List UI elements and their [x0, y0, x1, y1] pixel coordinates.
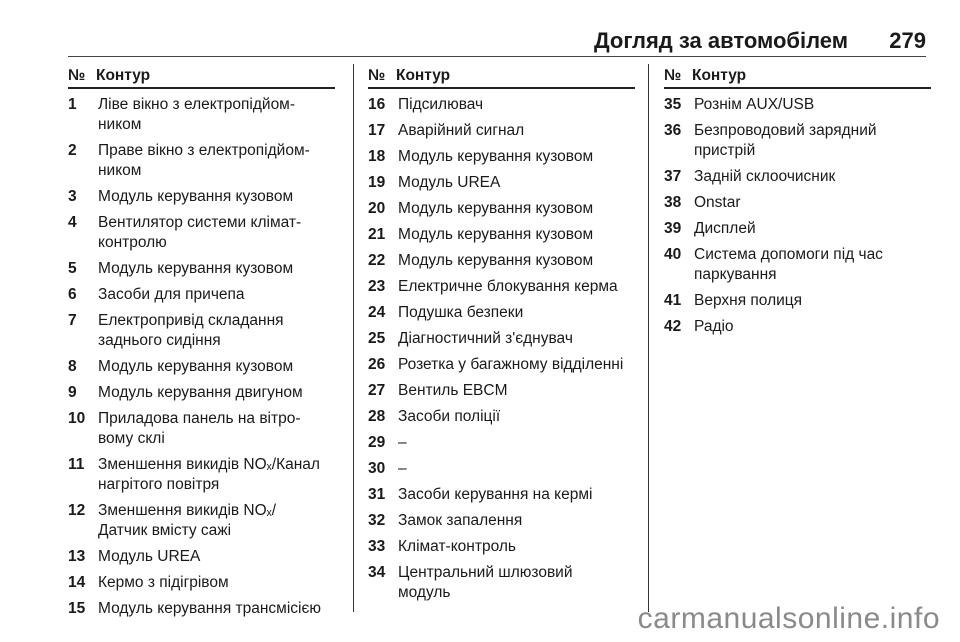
- fuse-row: [664, 291, 931, 311]
- fuse-number: 40: [664, 246, 682, 263]
- fuse-number: 32: [368, 512, 386, 529]
- fuse-number: 29: [368, 434, 386, 451]
- fuse-number: 41: [664, 292, 682, 309]
- fuse-label: Замок запалення: [398, 512, 523, 529]
- fuse-label: Клімат-контроль: [398, 538, 516, 555]
- fuse-label: Модуль керування кузовом: [398, 252, 594, 269]
- fuse-row: [664, 219, 931, 239]
- fuse-row: [368, 511, 635, 531]
- fuse-row: [368, 277, 635, 297]
- fuse-list: [664, 95, 931, 337]
- fuse-row: [368, 147, 635, 167]
- page-header: [0, 0, 960, 60]
- fuse-label: Зменшення викидів NOₓ/ Датчик вмісту сажі: [98, 502, 277, 539]
- fuse-row: [664, 245, 931, 285]
- column-header: [664, 66, 931, 89]
- fuse-number: 28: [368, 408, 386, 425]
- fuse-number: 37: [664, 168, 682, 185]
- fuse-row: [664, 193, 931, 213]
- fuse-list: [68, 95, 335, 619]
- fuse-number: 6: [68, 286, 77, 303]
- fuse-label: Безпроводовий зарядний пристрій: [694, 122, 877, 159]
- fuse-row: [368, 355, 635, 375]
- watermark: carmanualsonline.info: [637, 602, 940, 635]
- fuse-label: –: [398, 434, 407, 451]
- fuse-row: [664, 95, 931, 115]
- fuse-row: [68, 573, 335, 593]
- fuse-row: [664, 121, 931, 161]
- fuse-number: 26: [368, 356, 386, 373]
- fuse-label: Електропривід складання заднього сидіння: [98, 312, 284, 349]
- fuse-number: 17: [368, 122, 386, 139]
- fuse-label: Модуль керування кузовом: [398, 200, 594, 217]
- fuse-number: 22: [368, 252, 386, 269]
- column-header-number: №: [68, 67, 86, 84]
- fuse-label: Радіо: [694, 318, 734, 335]
- fuse-number: 7: [68, 312, 77, 329]
- fuse-number: 39: [664, 220, 682, 237]
- fuse-label: Верхня полиця: [694, 292, 803, 309]
- fuse-label: Модуль UREA: [98, 548, 201, 565]
- fuse-row: [368, 459, 635, 479]
- column-divider: [353, 64, 354, 612]
- fuse-row: [68, 285, 335, 305]
- fuse-number: 35: [664, 96, 682, 113]
- fuse-number: 9: [68, 384, 77, 401]
- fuse-label: Вентилятор системи клімат- контролю: [98, 214, 302, 251]
- fuse-label: Задній склоочисник: [694, 168, 836, 185]
- fuse-number: 21: [368, 226, 386, 243]
- fuse-number: 13: [68, 548, 86, 565]
- fuse-label: Модуль UREA: [398, 174, 501, 191]
- fuse-number: 2: [68, 142, 77, 159]
- fuse-column-2: [368, 66, 635, 609]
- fuse-number: 38: [664, 194, 682, 211]
- fuse-number: 5: [68, 260, 77, 277]
- fuse-label: Аварійний сигнал: [398, 122, 525, 139]
- fuse-row: [68, 455, 335, 495]
- fuse-row: [368, 537, 635, 557]
- fuse-label: Засоби для причепа: [98, 286, 245, 303]
- fuse-number: 12: [68, 502, 86, 519]
- fuse-row: [68, 383, 335, 403]
- fuse-row: [664, 167, 931, 187]
- fuse-label: Модуль керування кузовом: [98, 358, 294, 375]
- fuse-row: [68, 547, 335, 567]
- fuse-row: [368, 303, 635, 323]
- fuse-row: [368, 563, 635, 603]
- fuse-row: [368, 199, 635, 219]
- fuse-number: 15: [68, 600, 86, 617]
- fuse-label: Розетка у багажному відділенні: [398, 356, 624, 373]
- fuse-row: [68, 95, 335, 135]
- fuse-number: 20: [368, 200, 386, 217]
- fuse-label: Вентиль EBCM: [398, 382, 508, 399]
- fuse-number: 18: [368, 148, 386, 165]
- fuse-label: Електричне блокування керма: [398, 278, 618, 295]
- fuse-row: [368, 225, 635, 245]
- fuse-row: [68, 259, 335, 279]
- fuse-row: [68, 599, 335, 619]
- fuse-row: [68, 501, 335, 541]
- fuse-label: Засоби поліції: [398, 408, 501, 425]
- fuse-row: [664, 317, 931, 337]
- fuse-label: Система допомоги під час паркування: [694, 246, 883, 283]
- fuse-row: [368, 121, 635, 141]
- fuse-label: Модуль керування кузовом: [398, 226, 594, 243]
- fuse-number: 8: [68, 358, 77, 375]
- fuse-number: 16: [368, 96, 386, 113]
- fuse-row: [68, 213, 335, 253]
- fuse-number: 31: [368, 486, 386, 503]
- fuse-number: 42: [664, 318, 682, 335]
- fuse-number: 36: [664, 122, 682, 139]
- fuse-label: Зменшення викидів NOₓ/Канал нагрітого повітря: [98, 456, 320, 493]
- fuse-number: 10: [68, 410, 86, 427]
- fuse-label: Приладова панель на вітро- вому склі: [98, 410, 301, 447]
- column-header-label: Контур: [692, 67, 747, 84]
- fuse-number: 14: [68, 574, 86, 591]
- fuse-label: Модуль керування двигуном: [98, 384, 303, 401]
- column-header: [368, 66, 635, 89]
- fuse-row: [368, 485, 635, 505]
- fuse-label: –: [398, 460, 407, 477]
- page-title: Догляд за автомобілем: [593, 28, 848, 53]
- fuse-number: 11: [68, 456, 85, 473]
- fuse-number: 33: [368, 538, 386, 555]
- fuse-number: 1: [68, 96, 77, 113]
- fuse-label: Модуль керування кузовом: [98, 188, 294, 205]
- fuse-number: 34: [368, 564, 386, 581]
- fuse-number: 23: [368, 278, 386, 295]
- fuse-row: [368, 381, 635, 401]
- column-divider: [648, 64, 649, 612]
- header-rule: [68, 56, 926, 57]
- fuse-list: [368, 95, 635, 603]
- fuse-label: Центральний шлюзовий модуль: [398, 564, 573, 601]
- fuse-number: 3: [68, 188, 77, 205]
- fuse-label: Підсилювач: [398, 96, 484, 113]
- fuse-label: Модуль керування кузовом: [398, 148, 594, 165]
- column-header-number: №: [664, 67, 682, 84]
- fuse-number: 27: [368, 382, 386, 399]
- fuse-row: [368, 251, 635, 271]
- column-header: [68, 66, 335, 89]
- fuse-row: [368, 173, 635, 193]
- fuse-label: Кермо з підігрівом: [98, 574, 229, 591]
- fuse-label: Подушка безпеки: [398, 304, 524, 321]
- fuse-number: 24: [368, 304, 386, 321]
- fuse-row: [368, 433, 635, 453]
- fuse-column-1: [68, 66, 335, 625]
- column-header-label: Контур: [96, 67, 151, 84]
- fuse-row: [68, 141, 335, 181]
- fuse-label: Рознім AUX/USB: [694, 96, 815, 113]
- fuse-number: 4: [68, 214, 77, 231]
- fuse-label: Дисплей: [694, 220, 756, 237]
- page-number: 279: [889, 28, 926, 53]
- fuse-label: Onstar: [694, 194, 741, 211]
- fuse-label: Модуль керування трансмісією: [98, 600, 321, 617]
- fuse-row: [68, 187, 335, 207]
- column-header-label: Контур: [396, 67, 451, 84]
- fuse-label: Ліве вікно з електропідйом- ником: [98, 96, 296, 133]
- fuse-row: [68, 409, 335, 449]
- fuse-label: Засоби керування на кермі: [398, 486, 593, 503]
- fuse-number: 25: [368, 330, 386, 347]
- fuse-label: Діагностичний з'єднувач: [398, 330, 573, 347]
- fuse-number: 30: [368, 460, 386, 477]
- fuse-label: Модуль керування кузовом: [98, 260, 294, 277]
- fuse-column-3: [664, 66, 931, 343]
- fuse-row: [368, 95, 635, 115]
- fuse-label: Праве вікно з електропідйом- ником: [98, 142, 310, 179]
- fuse-row: [68, 357, 335, 377]
- fuse-row: [68, 311, 335, 351]
- fuse-row: [368, 407, 635, 427]
- fuse-row: [368, 329, 635, 349]
- fuse-number: 19: [368, 174, 386, 191]
- column-header-number: №: [368, 67, 386, 84]
